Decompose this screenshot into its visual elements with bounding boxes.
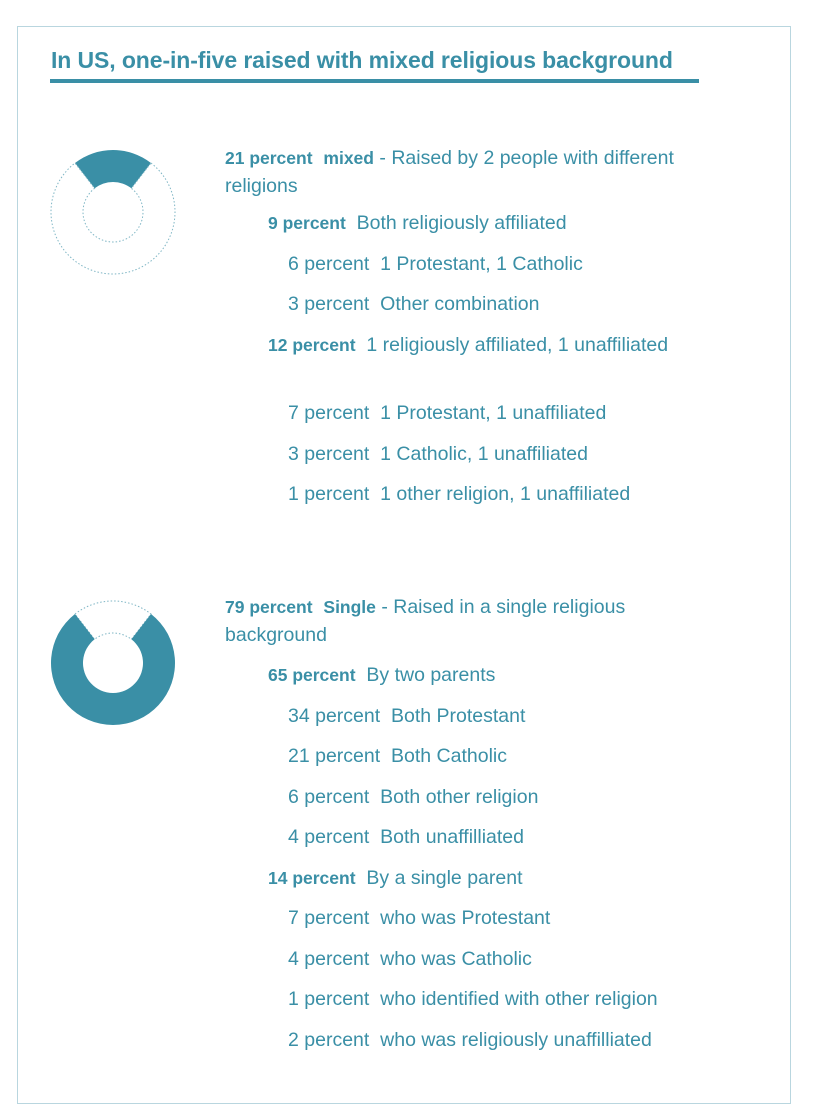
group-mixed-description: Raised by 2 people with different religions xyxy=(225,147,674,197)
list-item xyxy=(288,945,768,973)
item-percent: 4 percent xyxy=(288,826,370,848)
donut-slice-mixed xyxy=(75,150,151,188)
subgroup-percent: 65 percent xyxy=(268,665,356,685)
group-mixed-summary: 21 percent mixed - Raised by 2 people with different religions xyxy=(225,147,674,197)
item-percent: 4 percent xyxy=(288,948,370,970)
item-percent: 34 percent xyxy=(288,705,381,727)
title-underline xyxy=(50,79,699,83)
subgroup-percent: 12 percent xyxy=(268,335,356,355)
list-item xyxy=(288,480,768,508)
item-label: Both Protestant xyxy=(391,705,526,727)
item-label: Other combination xyxy=(380,293,540,315)
donut-chart-single xyxy=(46,596,180,730)
item-label: who was religiously unaffilliated xyxy=(380,1029,652,1051)
item-label: who was Catholic xyxy=(380,948,532,970)
group-mixed-name: mixed xyxy=(323,148,374,168)
list-item xyxy=(288,904,768,932)
subgroup-percent: 9 percent xyxy=(268,213,346,233)
group-mixed-percent: 21 percent xyxy=(225,148,313,168)
donut-slice-single xyxy=(51,614,175,725)
item-label: Both other religion xyxy=(380,786,539,808)
list-item xyxy=(288,440,768,468)
list-item xyxy=(288,742,768,770)
list-item xyxy=(288,702,768,730)
chart-title: In US, one-in-five raised with mixed religious background xyxy=(51,47,673,73)
subgroup-label: Both religiously affiliated xyxy=(356,212,567,234)
subgroup-label: 1 religiously affiliated, 1 unaffiliated xyxy=(366,334,669,356)
list-item xyxy=(288,290,768,318)
item-percent: 7 percent xyxy=(288,907,370,929)
donut-chart-mixed xyxy=(46,145,180,279)
subgroup-single-parent xyxy=(225,864,705,892)
list-item xyxy=(288,250,768,278)
item-percent: 21 percent xyxy=(288,745,381,767)
item-label: 1 Protestant, 1 Catholic xyxy=(380,253,583,275)
list-item xyxy=(288,399,768,427)
item-label: Both unaffilliated xyxy=(380,826,524,848)
item-percent: 3 percent xyxy=(288,293,370,315)
item-label: 1 Catholic, 1 unaffiliated xyxy=(380,443,588,465)
item-percent: 2 percent xyxy=(288,1029,370,1051)
subgroup-one-affiliated xyxy=(225,331,705,359)
subgroup-two-parents xyxy=(225,661,705,689)
item-percent: 6 percent xyxy=(288,786,370,808)
group-single-name: Single xyxy=(323,597,376,617)
subgroup-both-affiliated xyxy=(225,209,705,237)
list-item xyxy=(288,985,768,1013)
list-item xyxy=(288,783,768,811)
item-percent: 1 percent xyxy=(288,483,370,505)
item-label: who identified with other religion xyxy=(380,988,658,1010)
item-percent: 1 percent xyxy=(288,988,370,1010)
list-item xyxy=(288,823,768,851)
item-percent: 6 percent xyxy=(288,253,370,275)
group-single-description: Raised in a single religious background xyxy=(225,596,626,646)
subgroup-percent: 14 percent xyxy=(268,868,356,888)
list-item xyxy=(288,1026,768,1054)
item-percent: 3 percent xyxy=(288,443,370,465)
item-label: 1 Protestant, 1 unaffiliated xyxy=(380,402,607,424)
item-percent: 7 percent xyxy=(288,402,370,424)
item-label: 1 other religion, 1 unaffiliated xyxy=(380,483,631,505)
group-single-percent: 79 percent xyxy=(225,597,313,617)
group-single-summary: 79 percent Single - Raised in a single religious background xyxy=(225,596,626,646)
item-label: Both Catholic xyxy=(391,745,507,767)
subgroup-label: By two parents xyxy=(366,664,496,686)
item-label: who was Protestant xyxy=(380,907,551,929)
subgroup-label: By a single parent xyxy=(366,867,523,889)
